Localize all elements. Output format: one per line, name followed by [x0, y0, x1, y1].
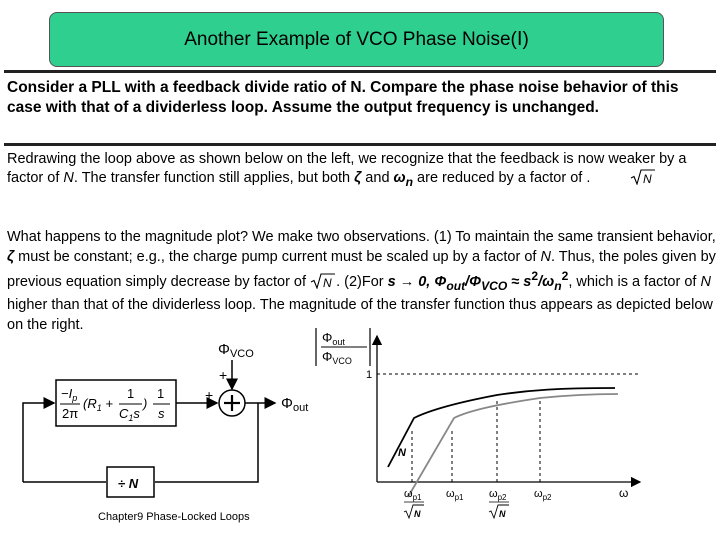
slide-title-box: [49, 12, 664, 67]
para2-text-e: , which is a factor of: [568, 273, 701, 290]
para2-text-b: must be constant; e.g., the charge pump current must be scaled up by a factor of: [14, 248, 541, 265]
problem-statement: Consider a PLL with a feedback divide ratio of N. Compare the phase noise behavior of this case with that of a dividerless loop. Assume the output frequency is unchanged.: [7, 79, 679, 116]
para1-text-a: Redrawing the loop above as shown below on the left, we recognize that the feedback is now weaker by a factor of: [7, 151, 687, 186]
para1-omega: ω: [393, 169, 406, 186]
close-paren: ): [143, 396, 148, 411]
c1s-label: $C_1s$: [119, 406, 140, 423]
para2-s-expr: s → 0,: [387, 273, 435, 290]
para2-text-f: higher than that of the dividerless loop. The magnitude of the transfer function thus appears as depicted below on the right.: [7, 297, 713, 333]
para2-text-c: . Thus, the poles given by previous equation simply decrease by factor of: [7, 248, 716, 290]
para1-n: N: [63, 169, 74, 186]
para2-vco-sub: VCO: [481, 278, 508, 293]
footer-caption: Chapter9 Phase-Locked Loops: [98, 511, 250, 523]
omega-axis-label: ω: [619, 486, 629, 500]
pll-block-diagram: [0, 330, 320, 510]
phi-out-label: $\Phi_{out}$: [281, 395, 309, 414]
svg-text:N: N: [323, 275, 332, 289]
question-divider: [4, 143, 716, 146]
x-tick-wp2-sqrt: $\omega_{p2}$: [489, 488, 507, 502]
x-tick-wp1: $\omega_{p1}$: [446, 488, 464, 502]
para1-text-b: . The transfer function still applies, but both: [73, 169, 355, 186]
magnitude-curve-divided: [388, 388, 615, 467]
para2-text-d: . (2)For: [336, 273, 388, 290]
para2-zeta: ζ: [7, 248, 15, 265]
two-pi-label: 2π: [62, 406, 79, 421]
para1-omega-sub: n: [405, 174, 414, 189]
para2-approx: ≈ s: [507, 273, 532, 290]
divider-label: ÷ N: [118, 476, 139, 491]
para1-text-c: are reduced by a factor of: [413, 169, 587, 186]
slide-title: Another Example of VCO Phase Noise(Ⅰ): [184, 29, 529, 50]
y-label-denominator: $\Phi_{VCO}$: [322, 349, 352, 366]
para2-sq1: 2: [531, 269, 539, 283]
x-tick-wp1-sqrt: $\omega_{p1}$: [404, 488, 422, 502]
s-label-right: s: [158, 406, 165, 421]
para2-slash: /: [465, 273, 470, 290]
sqrt-n-formula-2: [310, 273, 336, 289]
sqrt-n-tick-2: N: [499, 509, 506, 519]
one-label-right: 1: [157, 386, 165, 401]
x-tick-wp2: $\omega_{p2}$: [534, 488, 552, 502]
para2-phi: Φ: [434, 273, 447, 290]
plus-sign-top: +: [219, 367, 228, 383]
n-slope-label: N: [398, 447, 406, 459]
para2-text-a: What happens to the magnitude plot? We make two observations. (1) To maintain the same transient behavior,: [7, 229, 716, 245]
para1-zeta: ζ: [354, 169, 362, 186]
feedback-wire: [155, 403, 258, 482]
paragraph-observations: [7, 228, 719, 335]
top-divider: [4, 70, 716, 73]
y-label-numerator: $\Phi_{out}$: [322, 330, 345, 347]
magnitude-plot: [300, 322, 720, 532]
sqrt-n-tick-1: N: [414, 509, 421, 519]
para2-div: /ω: [538, 273, 555, 290]
r1-label: ($R_1$ +: [83, 396, 113, 413]
sqrt-n-formula: [630, 169, 656, 185]
para2-phi-2: Φ: [469, 273, 482, 290]
paragraph-redrawing: [7, 150, 719, 191]
para1-and: and: [361, 169, 394, 186]
one-label: 1: [127, 386, 135, 401]
phi-vco-label: $\Phi_{VCO}$: [218, 341, 254, 360]
para2-sq2: 2: [561, 269, 569, 283]
para1-end: .: [586, 169, 591, 186]
para2-out-sub: out: [446, 278, 466, 293]
svg-text:N: N: [643, 171, 653, 185]
para2-nsub: n: [554, 278, 562, 293]
one-tick-label: 1: [366, 369, 373, 381]
plus-sign-left: +: [205, 387, 214, 403]
para2-n2: N: [700, 273, 711, 290]
neg-ip-label: $-I_p$: [61, 386, 78, 403]
feedback-return-wire: [23, 403, 54, 482]
para2-n1: N: [540, 248, 551, 265]
